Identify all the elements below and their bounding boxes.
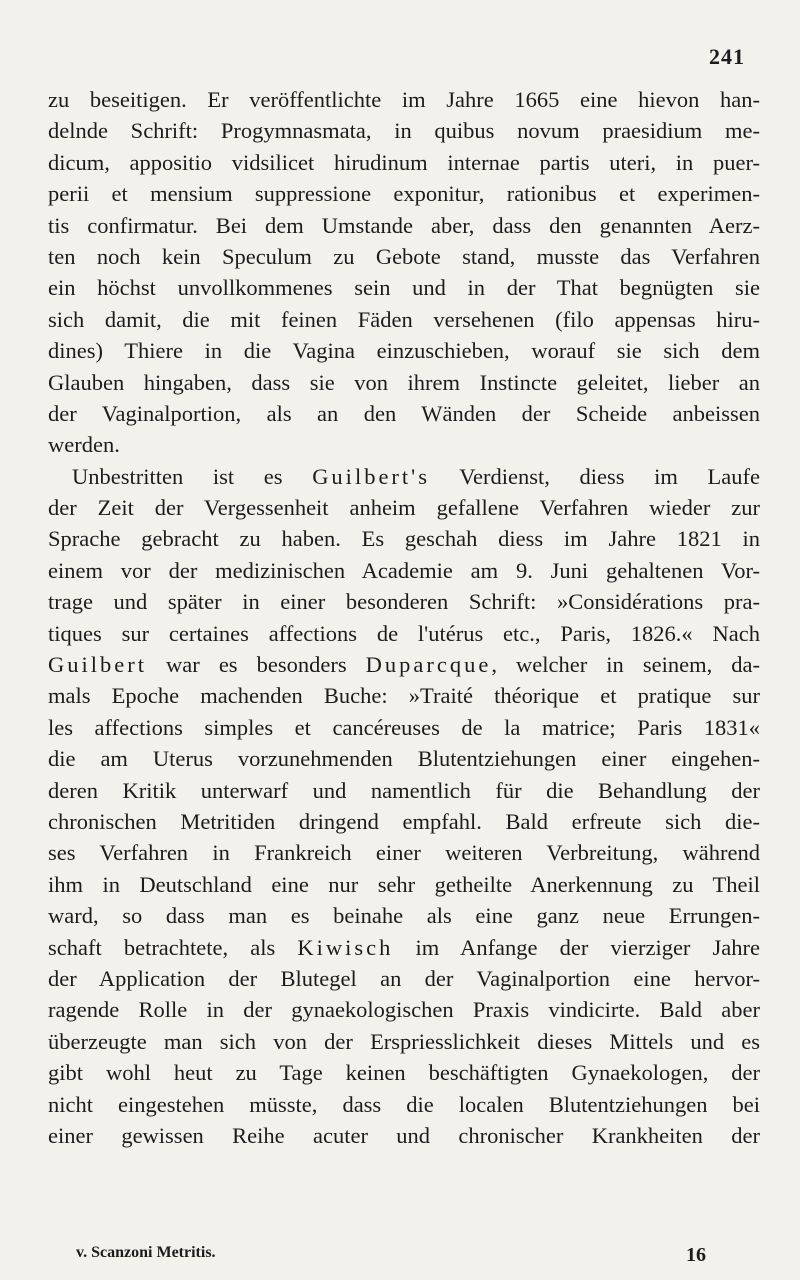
text-run: trage und später in einer besonderen Schrift: »Considérations pra- — [48, 589, 760, 615]
text-line — [48, 869, 760, 900]
text-line — [48, 618, 760, 649]
text-line — [48, 837, 760, 868]
text-run: Unbestritten ist es — [72, 463, 313, 489]
text-line — [48, 84, 760, 115]
text-run: Verdienst, diess im Laufe — [429, 463, 760, 489]
text-line — [48, 900, 760, 931]
text-run: deren Kritik unterwarf und namentlich für die Behandlung der — [48, 777, 760, 803]
text-line — [48, 178, 760, 209]
text-line — [48, 555, 760, 586]
text-run: Glauben hingaben, dass sie von ihrem Instincte geleitet, lieber an — [48, 369, 760, 395]
text-line — [48, 523, 760, 554]
text-run: ward, so dass man es beinahe als eine ganz neue Errungen- — [48, 903, 760, 929]
text-line — [48, 932, 760, 963]
text-line — [48, 147, 760, 178]
text-run: dicum, appositio vidsilicet hirudinum internae partis uteri, in puer- — [48, 149, 760, 175]
text-run: tis confirmatur. Bei dem Umstande aber, dass den genannten Aerz- — [48, 212, 760, 238]
text-run: gibt wohl heut zu Tage keinen beschäftigten Gynaekologen, der — [48, 1060, 760, 1086]
text-run: ten noch kein Speculum zu Gebote stand, musste das Verfahren — [48, 243, 760, 269]
text-line — [48, 1089, 760, 1120]
text-line — [48, 806, 760, 837]
text-run: chronischen Metritiden dringend empfahl. Bald erfreute sich die- — [48, 809, 760, 834]
text-line — [48, 963, 760, 994]
text-line — [48, 367, 760, 398]
text-line — [48, 775, 760, 806]
text-line — [48, 712, 760, 743]
text-line — [48, 1120, 760, 1151]
text-run: die am Uterus vorzunehmenden Blutentziehungen einer eingehen- — [48, 746, 760, 772]
text-run: der Vaginalportion, als an den Wänden der Scheide anbeissen — [48, 400, 760, 426]
text-run: nicht eingestehen müsste, dass die localen Blutentziehungen bei — [48, 1091, 760, 1117]
text-run: mals Epoche machenden Buche: »Traité théorique et pratique sur — [48, 683, 760, 709]
text-run: schaft betrachtete, als — [48, 934, 298, 960]
text-line — [48, 492, 760, 523]
text-line — [48, 743, 760, 774]
text-run: sich damit, die mit feinen Fäden versehenen (filo appensas hiru- — [48, 306, 760, 332]
text-run: perii et mensium suppressione exponitur, rationibus et experimen- — [48, 181, 760, 207]
text-line — [48, 586, 760, 617]
text-line — [48, 304, 760, 335]
text-run: ragende Rolle in der gynaekologischen Praxis vindicirte. Bald aber — [48, 997, 760, 1023]
text-run: im Anfange der vierziger Jahre — [393, 934, 760, 960]
text-run: Sprache gebracht zu haben. Es geschah diess im Jahre 1821 in — [48, 526, 760, 552]
text-run: ihm in Deutschland eine nur sehr getheilte Anerkennung zu Theil — [48, 871, 760, 897]
spaced-name: Guilbert — [48, 652, 147, 678]
text-line — [48, 1057, 760, 1088]
text-run: zu beseitigen. Er veröffentlichte im Jahre 1665 eine hievon han- — [48, 87, 760, 112]
text-run: les affections simples et cancéreuses de la matrice; Paris 1831« — [48, 714, 760, 740]
text-line — [48, 994, 760, 1025]
spaced-name: Duparcque — [365, 652, 492, 678]
text-run: ses Verfahren in Frankreich einer weiteren Verbreitung, während — [48, 840, 760, 866]
spaced-name: Kiwisch — [297, 934, 394, 960]
text-line — [48, 680, 760, 711]
sheet-number: 16 — [686, 1244, 706, 1266]
text-run: einer gewissen Reihe acuter und chronischer Krankheiten der — [48, 1122, 760, 1148]
text-line — [48, 210, 760, 241]
spaced-name: Guilbert's — [312, 463, 430, 489]
text-run: war es besonders — [146, 652, 366, 678]
text-run: , welcher in seinem, da- — [491, 652, 760, 678]
text-line — [48, 241, 760, 272]
text-line — [48, 649, 760, 680]
text-run: dines) Thiere in die Vagina einzuschieben, worauf sie sich dem — [48, 338, 760, 364]
text-line — [48, 335, 760, 366]
text-run: der Application der Blutegel an der Vaginalportion eine hervor- — [48, 965, 760, 991]
body-text — [48, 84, 760, 1151]
text-run: einem vor der medizinischen Academie am 9. Juni gehaltenen Vor- — [48, 557, 760, 583]
text-run: ein höchst unvollkommenes sein und in der That begnügten sie — [48, 275, 760, 301]
text-line — [48, 461, 760, 492]
signature-mark: v. Scanzoni Metritis. — [76, 1244, 216, 1261]
text-line — [48, 115, 760, 146]
text-line — [48, 272, 760, 303]
text-run: delnde Schrift: Progymnasmata, in quibus novum praesidium me- — [48, 118, 760, 144]
text-run: überzeugte man sich von der Erspriesslichkeit dieses Mittels und es — [48, 1028, 760, 1054]
text-run: werden. — [48, 432, 120, 458]
text-line — [48, 429, 760, 460]
text-line — [48, 398, 760, 429]
page-number: 241 — [709, 44, 745, 69]
text-run: der Zeit der Vergessenheit anheim gefallene Verfahren wieder zur — [48, 495, 760, 521]
text-run: tiques sur certaines affections de l'utérus etc., Paris, 1826.« Nach — [48, 620, 760, 646]
text-line — [48, 1026, 760, 1057]
